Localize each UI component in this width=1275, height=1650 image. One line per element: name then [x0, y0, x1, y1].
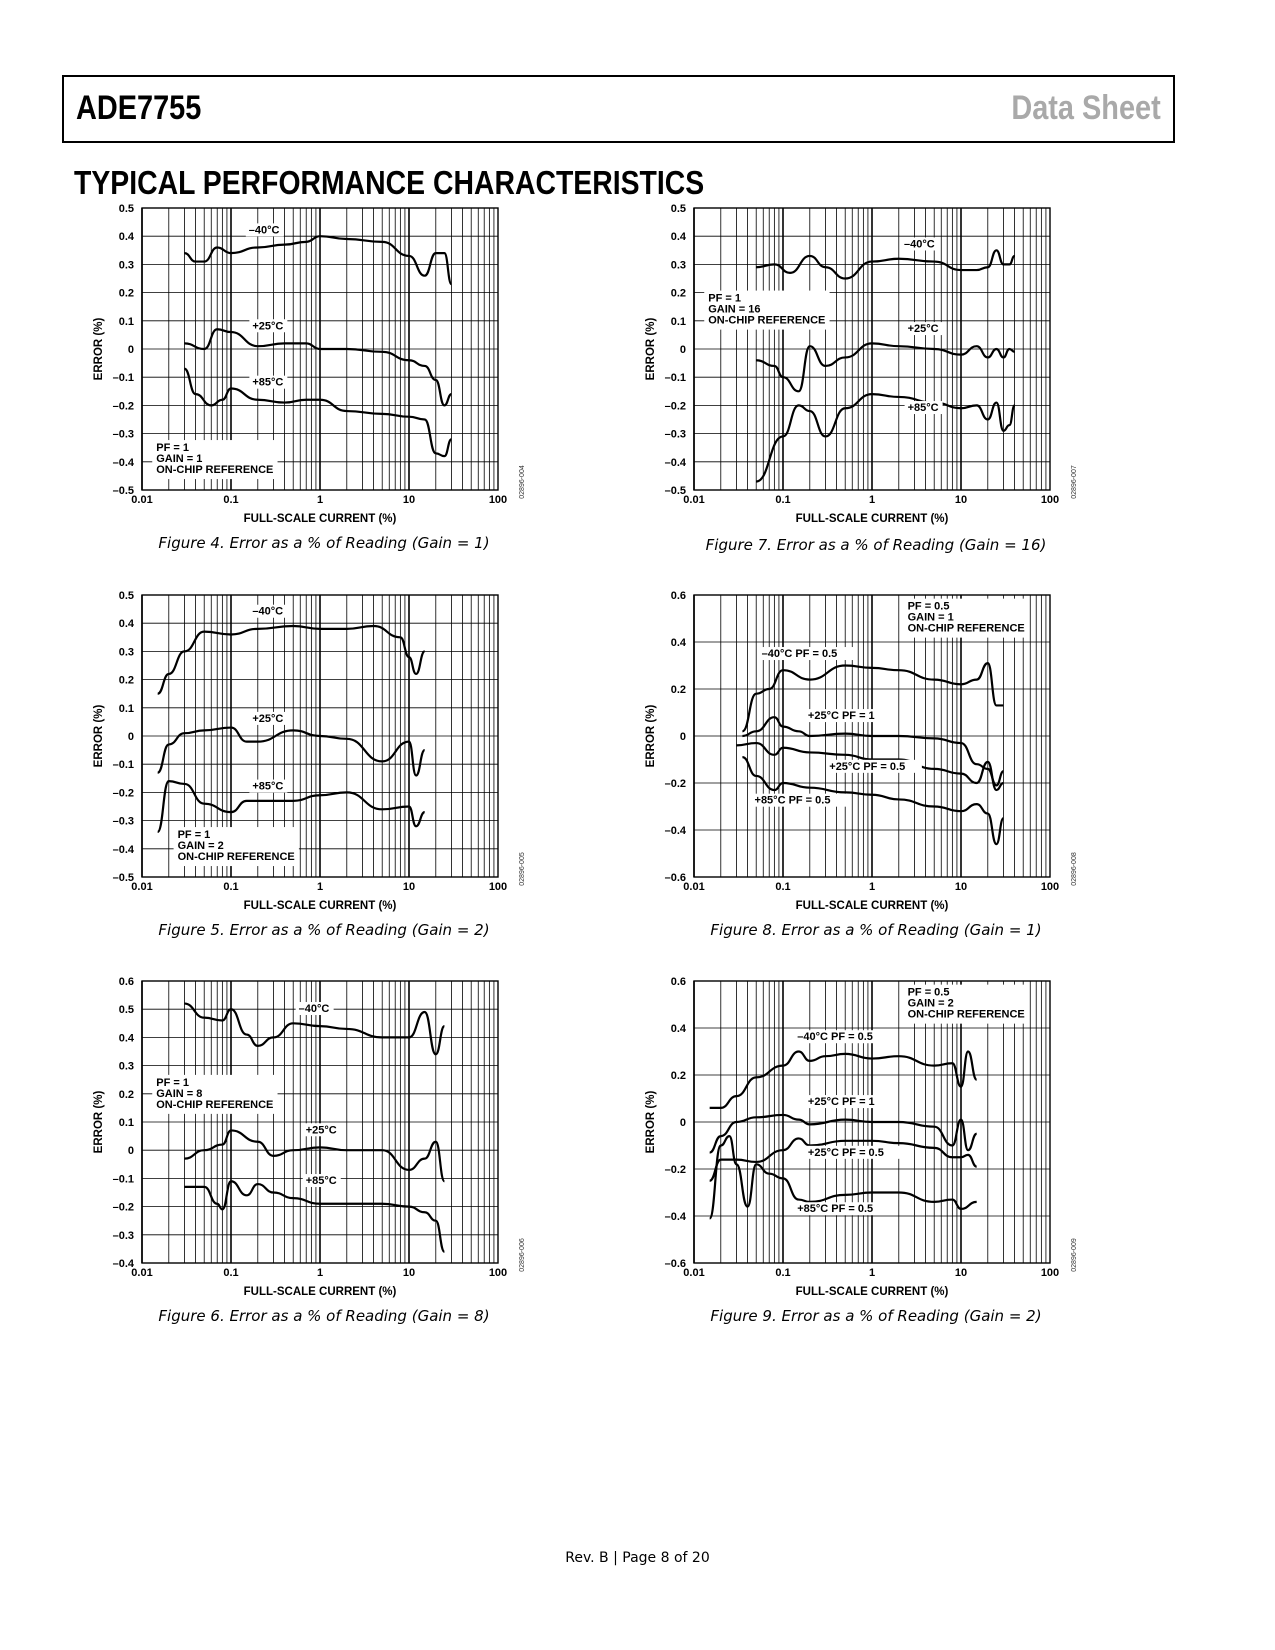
y-tick-label: 0.6	[670, 976, 686, 988]
y-tick-label: 0	[679, 1117, 686, 1129]
series-line	[710, 1138, 977, 1180]
y-tick-label: –0.2	[664, 778, 686, 790]
y-tick-label: –0.2	[112, 787, 134, 800]
series-line	[158, 626, 425, 694]
part-number: ADE7755	[76, 89, 202, 127]
x-tick-label: 10	[402, 494, 416, 506]
y-tick-label: 0.3	[118, 646, 134, 659]
x-tick-label: 100	[1040, 881, 1060, 893]
y-tick-label: 0.2	[670, 1070, 686, 1082]
x-axis-label: FULL-SCALE CURRENT (%)	[243, 513, 397, 525]
x-axis-label: FULL-SCALE CURRENT (%)	[795, 900, 949, 912]
figure-5-chart	[85, 587, 645, 927]
y-tick-label: 0.4	[670, 231, 686, 244]
y-tick-label: –0.1	[112, 372, 134, 385]
header-box	[62, 75, 1175, 143]
series-label: –40°C PF = 0.5	[761, 648, 838, 661]
y-tick-label: 0.1	[118, 702, 134, 715]
y-tick-label: 0	[679, 344, 686, 356]
y-tick-label: –0.6	[664, 872, 686, 884]
condition-note: ON-CHIP REFERENCE	[907, 1008, 1025, 1021]
x-tick-label: 10	[402, 1267, 416, 1279]
series-label: +25°C PF = 1	[807, 1096, 875, 1109]
y-tick-label: –0.4	[664, 456, 686, 469]
y-tick-label: 0.2	[118, 287, 134, 300]
series-label: +85°C	[907, 402, 939, 415]
y-tick-label: –0.2	[664, 400, 686, 413]
y-tick-label: 0.4	[118, 618, 134, 631]
condition-note: PF = 1	[177, 829, 211, 842]
y-tick-label: 0	[127, 1145, 134, 1158]
condition-note: PF = 1	[708, 292, 741, 305]
x-tick-label: 0.01	[683, 494, 705, 506]
y-tick-label: –0.3	[112, 428, 134, 441]
series-label: +25°C	[305, 1124, 337, 1137]
x-tick-label: 1	[868, 881, 876, 893]
y-tick-label: –0.4	[112, 843, 134, 856]
x-tick-label: 0.1	[223, 1267, 239, 1279]
x-tick-label: 0.1	[223, 494, 239, 506]
y-tick-label: 0.4	[670, 1023, 686, 1035]
series-label: +85°C	[305, 1175, 337, 1188]
series-label: –40°C PF = 0.5	[797, 1031, 873, 1044]
figure-4-chart	[85, 200, 645, 540]
y-tick-label: –0.1	[664, 372, 686, 385]
y-tick-label: –0.3	[664, 428, 686, 441]
x-tick-label: 100	[488, 494, 508, 506]
x-tick-label: 1	[868, 494, 876, 506]
figure-6-chart	[85, 973, 645, 1313]
y-axis-label: ERROR (%)	[645, 1090, 657, 1154]
figure-9-chart	[637, 973, 1197, 1313]
y-tick-label: –0.4	[664, 1211, 686, 1223]
series-label: +25°C PF = 0.5	[829, 760, 906, 773]
y-tick-label: –0.5	[112, 485, 134, 497]
y-tick-label: 0.4	[670, 637, 686, 649]
condition-note: GAIN = 2	[177, 840, 224, 853]
condition-note: ON-CHIP REFERENCE	[177, 851, 295, 864]
condition-note: GAIN = 8	[156, 1087, 203, 1100]
y-axis-label: ERROR (%)	[645, 704, 657, 768]
x-axis-label: FULL-SCALE CURRENT (%)	[243, 900, 397, 912]
series-line	[158, 781, 425, 832]
y-tick-label: 0.5	[118, 590, 134, 602]
y-tick-label: 0.5	[670, 203, 686, 215]
condition-note: GAIN = 1	[907, 611, 954, 624]
series-label: +25°C	[907, 323, 939, 336]
x-tick-label: 1	[316, 494, 324, 506]
condition-note: ON-CHIP REFERENCE	[907, 622, 1025, 635]
y-tick-label: –0.4	[664, 825, 686, 837]
figure-8-caption: Figure 8. Error as a % of Reading (Gain = 1)	[710, 921, 1042, 939]
figure-7-chart	[637, 200, 1197, 540]
y-tick-label: 0.6	[118, 976, 134, 988]
section-title: TYPICAL PERFORMANCE CHARACTERISTICS	[74, 164, 705, 201]
x-tick-label: 0.1	[775, 881, 791, 893]
y-tick-label: 0.5	[118, 203, 134, 215]
figure-9-caption: Figure 9. Error as a % of Reading (Gain = 2)	[710, 1307, 1042, 1325]
series-label: +25°C	[252, 320, 284, 333]
figure-code: 02896-004	[519, 465, 526, 499]
condition-note: PF = 1	[156, 442, 189, 455]
y-tick-label: –0.2	[112, 400, 134, 413]
y-tick-label: 0.3	[118, 259, 134, 272]
y-tick-label: –0.6	[664, 1258, 686, 1270]
x-axis-label: FULL-SCALE CURRENT (%)	[243, 1286, 397, 1298]
x-axis-label: FULL-SCALE CURRENT (%)	[795, 1286, 949, 1298]
x-tick-label: 100	[1040, 494, 1060, 506]
x-tick-label: 1	[316, 1267, 324, 1279]
y-tick-label: –0.5	[664, 485, 686, 497]
y-tick-label: 0	[127, 344, 134, 356]
figure-code: 02896-008	[1071, 852, 1078, 886]
series-label: +85°C	[252, 780, 284, 793]
doc-type: Data Sheet	[1011, 89, 1161, 127]
x-tick-label: 0.01	[131, 494, 153, 506]
y-tick-label: –0.2	[664, 1164, 686, 1176]
y-axis-label: ERROR (%)	[645, 317, 657, 381]
y-tick-label: 0.1	[118, 1117, 134, 1129]
series-line	[184, 1130, 444, 1181]
y-tick-label: –0.2	[112, 1201, 134, 1214]
y-tick-label: –0.1	[112, 1173, 134, 1186]
y-tick-label: 0.3	[670, 259, 686, 272]
condition-note: GAIN = 16	[708, 303, 761, 316]
x-tick-label: 0.1	[223, 881, 239, 893]
y-tick-label: 0.2	[118, 1088, 134, 1101]
series-line	[158, 728, 425, 776]
series-label: +25°C PF = 0.5	[807, 1146, 884, 1159]
x-tick-label: 10	[402, 881, 416, 893]
y-tick-label: 0.1	[670, 315, 686, 328]
x-tick-label: 10	[954, 494, 968, 506]
y-tick-label: –0.3	[112, 1229, 134, 1242]
series-label: +85°C PF = 0.5	[797, 1203, 874, 1216]
figure-6-caption: Figure 6. Error as a % of Reading (Gain = 8)	[158, 1307, 490, 1325]
x-tick-label: 0.01	[683, 1267, 705, 1279]
condition-note: ON-CHIP REFERENCE	[156, 464, 274, 477]
x-tick-label: 100	[1040, 1267, 1060, 1279]
y-tick-label: 0.3	[118, 1060, 134, 1073]
figure-code: 02896-006	[519, 1238, 526, 1272]
y-tick-label: –0.4	[112, 456, 134, 469]
figure-8-chart	[637, 587, 1197, 927]
series-line	[184, 1181, 444, 1252]
condition-note: PF = 0.5	[907, 600, 950, 613]
x-axis-label: FULL-SCALE CURRENT (%)	[795, 513, 949, 525]
x-tick-label: 0.1	[775, 494, 791, 506]
series-label: +85°C PF = 0.5	[754, 794, 831, 807]
y-tick-label: 0.2	[670, 287, 686, 300]
y-tick-label: –0.5	[112, 872, 134, 884]
x-tick-label: 0.01	[131, 881, 153, 893]
x-tick-label: 0.1	[775, 1267, 791, 1279]
y-tick-label: 0.2	[670, 684, 686, 696]
y-tick-label: 0	[127, 731, 134, 743]
y-tick-label: 0	[679, 731, 686, 743]
x-tick-label: 0.01	[131, 1267, 153, 1279]
y-tick-label: 0.4	[118, 1032, 134, 1045]
y-tick-label: 0.1	[118, 315, 134, 328]
series-label: +25°C	[252, 712, 284, 725]
series-label: –40°C	[248, 224, 280, 237]
x-tick-label: 0.01	[683, 881, 705, 893]
y-axis-label: ERROR (%)	[93, 704, 105, 768]
y-tick-label: –0.1	[112, 759, 134, 772]
series-line	[756, 394, 1014, 481]
y-tick-label: 0.5	[118, 1004, 134, 1017]
series-line	[756, 343, 1014, 391]
condition-note: GAIN = 1	[156, 453, 203, 466]
y-axis-label: ERROR (%)	[93, 317, 105, 381]
y-tick-label: –0.3	[112, 815, 134, 828]
condition-note: ON-CHIP REFERENCE	[156, 1098, 274, 1111]
series-label: –40°C	[904, 238, 935, 251]
x-tick-label: 10	[954, 1267, 968, 1279]
series-label: –40°C	[298, 1003, 330, 1016]
series-label: –40°C	[252, 605, 284, 618]
series-label: +85°C	[252, 376, 284, 389]
y-tick-label: 0.4	[118, 231, 134, 244]
figure-5-caption: Figure 5. Error as a % of Reading (Gain = 2)	[158, 921, 490, 939]
series-line	[184, 236, 451, 284]
y-tick-label: –0.4	[112, 1258, 134, 1270]
series-line	[184, 329, 451, 405]
condition-note: ON-CHIP REFERENCE	[708, 314, 826, 327]
y-axis-label: ERROR (%)	[93, 1090, 105, 1154]
condition-note: PF = 0.5	[907, 986, 950, 999]
figure-4-caption: Figure 4. Error as a % of Reading (Gain = 1)	[158, 534, 490, 552]
x-tick-label: 100	[488, 1267, 508, 1279]
condition-note: GAIN = 2	[907, 997, 954, 1010]
x-tick-label: 1	[316, 881, 324, 893]
x-tick-label: 10	[954, 881, 968, 893]
figure-code: 02896-005	[519, 852, 526, 886]
page-footer: Rev. B | Page 8 of 20	[565, 1550, 710, 1566]
figure-code: 02896-009	[1071, 1238, 1078, 1272]
x-tick-label: 100	[488, 881, 508, 893]
figure-7-caption: Figure 7. Error as a % of Reading (Gain = 16)	[705, 536, 1047, 554]
series-label: +25°C PF = 1	[807, 710, 875, 723]
y-tick-label: 0.6	[670, 590, 686, 602]
plot-grid	[142, 981, 498, 1263]
figure-code: 02896-007	[1071, 465, 1078, 499]
y-tick-label: 0.2	[118, 674, 134, 687]
condition-note: PF = 1	[156, 1076, 189, 1089]
x-tick-label: 1	[868, 1267, 876, 1279]
